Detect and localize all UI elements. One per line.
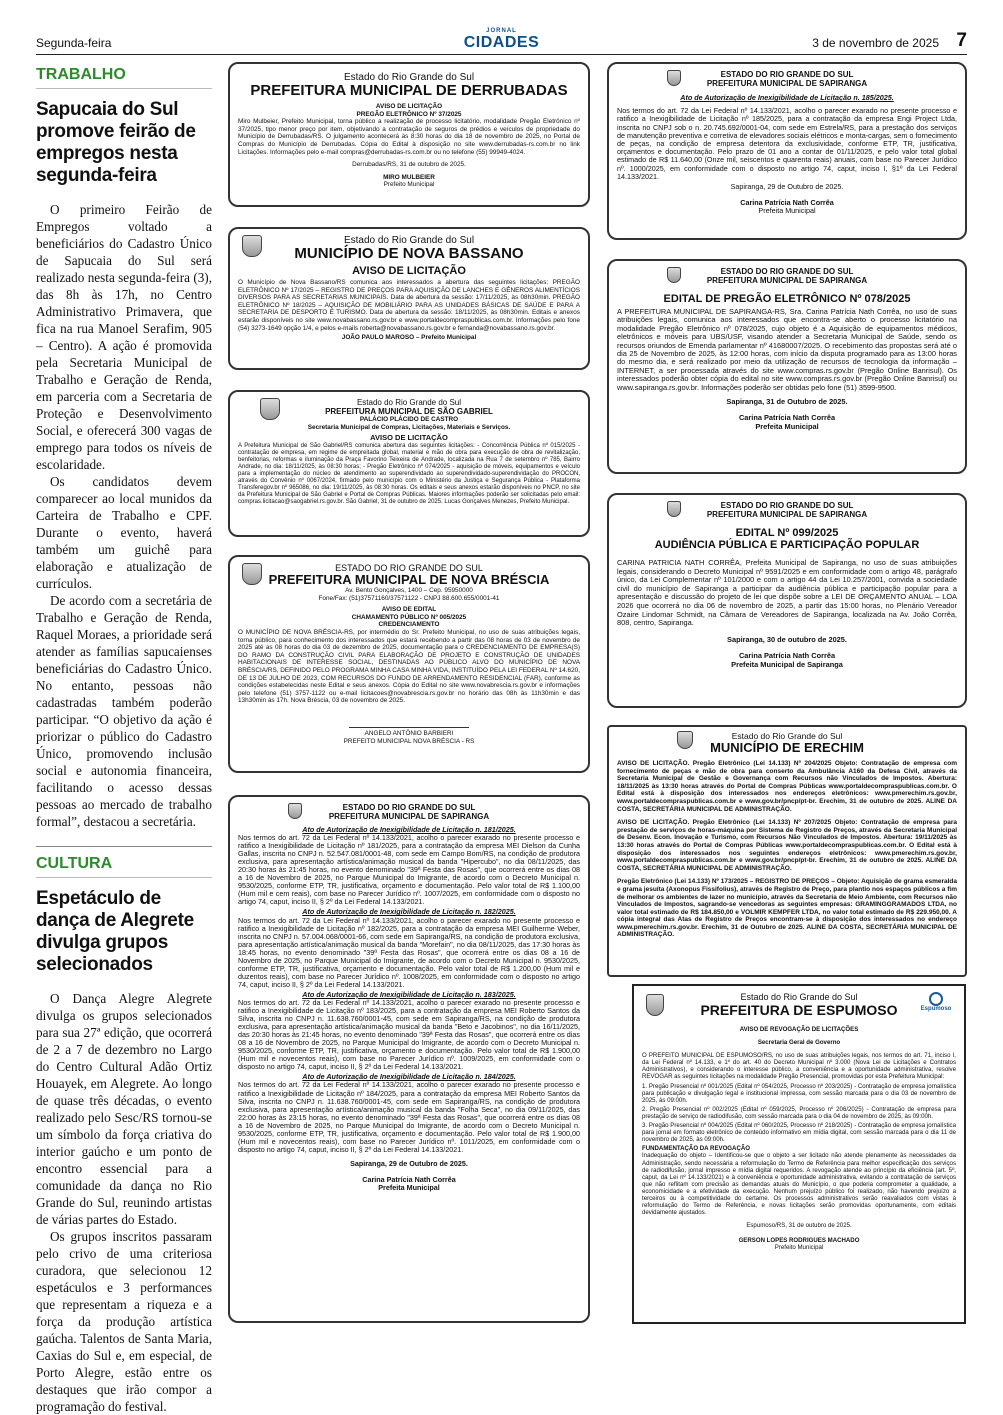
article1-kicker: TRABALHO: [36, 66, 126, 83]
ad-title: PREFEITURA MUNICIPAL DE SAPIRANGA: [706, 79, 868, 88]
ad-item-heading: Ato de Autorização de Inexigibilidade de Licitação n. 181/2025.: [302, 825, 516, 834]
ad-title: PREFEITURA MUNICIPAL DE SAPIRANGA: [706, 276, 868, 285]
ad-state: Estado do Rio Grande do Sul: [343, 72, 475, 83]
ad-signer: JOÃO PAULO MAROSO – Prefeito Municipal: [341, 334, 477, 342]
left-column: [36, 66, 212, 1415]
ad-item-heading: Ato de Autorização de Inexigibilidade de Licitação n. 184/2025.: [302, 1072, 516, 1082]
header-day: Segunda-feira: [36, 36, 112, 50]
ad-date: Espumoso/RS, 31 de outubro de 2025.: [746, 1222, 852, 1230]
ad-subtitle: CREDENCIAMENTO: [378, 621, 440, 629]
ad-signer: Carina Patrícia Nath Corrêa: [738, 413, 836, 423]
page-number: 7: [956, 30, 967, 51]
ad-signer: Carina Patrícia Nath Corrêa: [740, 198, 834, 208]
ad-title: PREFEITURA MUNICIPAL DE SAPIRANGA: [328, 812, 490, 821]
ad-role: Prefeita Municipal: [755, 421, 819, 431]
ad-state: ESTADO DO RIO GRANDE DO SUL: [720, 267, 854, 276]
ad-subtitle: AVISO DE LICITAÇÃO: [370, 433, 448, 443]
ad-secretary: Secretaria Geral de Governo: [757, 1039, 841, 1047]
ad-subtitle: PREGÃO ELETRÔNICO Nº 37/2025: [356, 110, 462, 118]
ad-signer: Carina Patrícia Nath Corrêa: [362, 1174, 456, 1184]
ad-date: Derrubadas/RS, 31 de outubro de 2025.: [352, 161, 466, 169]
coat-of-arms-icon: [242, 563, 262, 585]
ad-title: MUNICÍPIO DE NOVA BASSANO: [294, 245, 524, 262]
coat-of-arms-icon: [667, 501, 681, 517]
signature-line: [349, 715, 469, 728]
ad-item: 1. Pregão Presencial nº 001/2025 (Edital nº 054/2025, Processo nº 203/2025) - Contratação de empresa jornalística para publicação e divulgação legal e institucional impressa, com sessão marcada para o dia 03 de novembro de 2025, às 09:00h.: [642, 1082, 956, 1104]
article1-body: [36, 201, 212, 830]
espumoso-logo-icon: [929, 992, 943, 1006]
ad-title: PREFEITURA DE ESPUMOSO: [700, 1002, 898, 1018]
ad-item-heading: Ato de Autorização de Inexigibilidade de Licitação n. 183/2025.: [302, 989, 516, 999]
ad-nova-brescia: [228, 555, 590, 773]
ad-phone: Fone/Fax: (51)37571160/37571122 - CNPJ 88.600.655/0001-41: [318, 594, 500, 602]
ad-signer: GERSON LOPES RODRIGUES MACHADO: [738, 1237, 860, 1245]
page-header: [36, 28, 967, 55]
article1-paragraph: Os candidatos devem comparecer ao local munidos da Carteira de Trabalho e CPF. Durante o evento, haverá também um guichê para elaboração e atualização de currículos.: [36, 474, 212, 591]
header-date: 3 de novembro de 2025: [812, 36, 939, 50]
ad-state: Estado do Rio Grande do Sul: [740, 992, 858, 1002]
ad-item-text: Nos termos do art. 72 da Lei Federal nº 14.133/2021, acolho o parecer exarado no presente processo e ratifico a Inexigibilidade de Licitação nº 184/2025, para a contratação da empresa MEI Roberto Santos da Silva, inscrita no CNPJ n. 11.638.760/0001-45, com sede em Sapiranga/RS, na condição de produtora exclusiva, para apresentação artística/animação musical da banda "Folha Seca", no dia 09/11/2025, das 22:00 horas às 23:15 horas, no evento denominado "39ª Festa das Rosas", que ocorrerá entre os dias 08 a 16 de Novembro de 2025, no Parque Municipal do Imigrante, de acordo com o Decreto Municipal n. 9530/2025, conforme ETP, TR, justificativa, orçamento e documentação. Pelo valor total de R$ 1.900,00 (Hum mil e novecentos reais), com base no Parecer Jurídico nº. 1011/2025, em conformidade com o disposto no artigo 74, caput, inciso II, § 2º da Lei Federal 14.133/2021.: [238, 1080, 580, 1154]
ad-sao-gabriel: [228, 390, 590, 537]
coat-of-arms-icon: [677, 731, 693, 749]
coat-of-arms-icon: [667, 267, 681, 283]
ad-sapiranga-audiencia: [607, 493, 967, 708]
coat-of-arms-icon: [288, 803, 302, 819]
article2-body: [36, 990, 212, 1415]
ad-text: Pregão Eletrônico (Lei 14.133) Nº 173/2025 – REGISTRO DE PREÇOS – Objeto: Aquisição de grama esmeralda e grama jesuíta (Axonopus Fissifolius), através de Registro de Preço, para plantio nos espaços públicos a fim de melhorar os ambientes de lazer no município, através da Secretaria de Meio Ambiente, com Recursos não Vinculados de Impostos, sagrando-se vencedoras as seguintes empresas: GRAMINGGRAMADOS LTDA, no valor total estimado de R$ 184.850,00 e VOLMIR KEMPFER LTDA, no valor total estimado de R$ 229.950,00. A cópia integral das Atas de Registro de Preços encontram-se à disposição dos interessados no endereço www.pmerechim.rs.gov.br. Erechim, 31 de Outubro de 2025. ALINE DA COSTA, SECRETÁRIA MUNICIPAL DE ADMINISTRAÇÃO.: [617, 878, 957, 939]
ad-erechim: [607, 725, 967, 977]
ad-state: ESTADO DO RIO GRANDE DO SUL: [342, 803, 476, 812]
section-name: CIDADES: [463, 34, 540, 51]
ad-date: Sapiranga, 31 de Outubro de 2025.: [726, 397, 848, 407]
article2-kicker: CULTURA: [36, 855, 113, 872]
ad-text: Miro Mulbeier, Prefeito Municipal, torna público a realização de processo licitatório, modalidade Pregão Eletrônico nº 37/2025, tipo menor preço por item, objetivando a contratação de seguros de prédios e veículos de propriedade do Município de Derrubadas/RS. O julgamento acontecerá às 8:30 horas do dia 18 de novembro de 2025, no Portal de Compras do Município de Derrubadas. Cópia do Edital à disposição no site www.derrubadas-rs.com.br no link Licitações. Informações pelo e-mail compras@derrubadas-rs.com.br ou no telefone (55) 99949-4024.: [238, 118, 580, 156]
ad-sapiranga-185: [607, 62, 967, 240]
ad-state: Estado do Rio Grande do Sul: [731, 731, 843, 741]
ad-text: AVISO DE LICITAÇÃO. Pregão Eletrônico (Lei 14.133) Nº 207/2025 Objeto: Contratação de empresa para prestação de serviços de horas-máquina por Sistema de Registro de Preços, através da Secretaria Municipal de Desenv. Econ. Inovação e Turismo, com Recursos Não Vinculados de Impostos. Abertura: 19/11/2025 às 13:30 horas através do Portal de Compras Públicas www.portaldecompraspublicas.com.br. O Edital está à disposição dos interessados nos seguintes endereços eletrônicos: www.pmerechim.rs.gov.br, www.portaldecompraspublicas.com.br e www.gov.br/pncp/pt-br. Erechim, 31 de outubro de 2025. ALINE DA COSTA, SECRETÁRIA MUNICIPAL DE ADMINISTRAÇÃO.: [617, 819, 957, 872]
ad-title: PREFEITURA MUNICIPAL DE NOVA BRÉSCIA: [268, 572, 550, 587]
ad-signer: ANGELO ANTÔNIO BARBIERI: [364, 729, 454, 737]
ad-espumoso: [632, 984, 966, 1324]
article2-paragraph: O Dança Alegre Alegrete divulga os grupos selecionados para sua 27ª edição, que ocorrerá de 2 a 7 de dezembro no Largo do Centro Cultural Adão Ortiz Houayek, em Alegrete. Ao longo de quase três décadas, o evento realizado pelo Sesc/RS tornou-se um símbolo da força criativa do interior gaúcho e um ponto de encontro essencial para a comunidade da dança no Rio Grande do Sul, reunindo artistas de várias partes do Estado.: [36, 991, 212, 1227]
ad-title: MUNICÍPIO DE ERECHIM: [710, 740, 864, 755]
section-small: JORNAL: [486, 28, 517, 34]
coat-of-arms-icon: [646, 994, 664, 1016]
ad-text: A Prefeitura Municipal de São Gabriel/RS comunica abertura das seguintes licitações: - Concorrência Pública nº 015/2025 - contratação de empresa, em regime de empreitada global, material e mão de obra para execução de obra de revitalização, benfeitorias, reformas e iluminação da Praça Favorino Teixeira de Andrade, localizada na Rua 7 de setembro nº 785, Bairro Andrade, no dia: 18/11/2025, às 08:30 horas; - Pregão Eletrônico nº 074/2025 - aquisição de móveis, equipamentos e veículo para a implementação do núcleo de atendimento ao superendividado ao superendividado-superendividação do PROCON, através do Convênio nº 0067/2024, firmado pelo município com o Ministério da Justiça e Segurança Pública - Plataforma Transferegov.br nº 965086, no dia: 19/11/2025, às 08:30 horas. Os editais e seus anexos estarão disponíveis no PNCP, no site da Prefeitura Municipal de São Gabriel e Portal de Compras Públicas. Maiores informações poderão ser solicitadas pelo email: compras.licitacao@saogabriel.rs.gov.br. São Gabriel, 31 de outubro de 2025. Lucas Gonçalves Menezes, Prefeito Municipal.: [238, 442, 580, 505]
ad-signer: Carina Patrícia Nath Corrêa: [738, 651, 836, 661]
ad-item-heading: Ato de Autorização de Inexigibilidade de Licitação n. 185/2025.: [680, 93, 894, 102]
coat-of-arms-icon: [260, 398, 280, 420]
ad-text: O PREFEITO MUNICIPAL DE ESPUMOSO/RS, no uso de suas atribuições legais, nos termos do art. 71, inciso I, da Lei Federal nº 14.133, e 1º do art. 40 do Decreto Municipal nº 3.000 (Nova Lei de Licitações e Contratos Administrativos), e considerando o interesse público, a conveniência e a oportunidade administrativa, resolve REVOGAR as seguintes licitações na modalidade Pregão Presencial, promovidas por esta Prefeitura Municipal:: [642, 1052, 956, 1081]
ad-item-text: Nos termos do art. 72 da Lei Federal nº 14.133/2021, acolho o parecer exarado no presente processo e ratifico a Inexigibilidade de Licitação nº 182/2025, para a contratação da empresa MEI Guilherme Weber, inscrita no CNPJ n. 57.004.068/0001-66, com sede em Sapiranga/RS, na condição de produtora exclusiva, para apresentação artística/animação musical da banda "Morefain", no dia 08/11/2025, das 17:30 horas às 18:45 horas, no evento denominado "39ª Festa das Rosas", que ocorrerá entre os dias 08 a 16 de Novembro de 2025, no Parque Municipal do Imigrante, de acordo com o Decreto Municipal n. 9530/2025, conforme ETP, TR, justificativa, orçamento e documentação. Pelo valor total de R$ 1.200,00 (Hum mil e duzentos reais), com base no Parecer Jurídico nº. 1008/2025, em conformidade com o disposto no artigo 74, caput, inciso II, § 2º da Lei Federal 14.133/2021.: [238, 915, 580, 989]
ad-subtitle: AVISO DE EDITAL: [381, 606, 437, 614]
ad-section-heading: FUNDAMENTAÇÃO DA REVOGAÇÃO: [642, 1145, 750, 1153]
ad-state: ESTADO DO RIO GRANDE DO SUL: [720, 501, 854, 510]
ad-state: ESTADO DO RIO GRANDE DO SUL: [335, 563, 483, 573]
ad-subtitle: EDITAL DE PREGÃO ELETRÔNICO Nº 078/2025: [663, 293, 911, 305]
ad-sapiranga-inexigibilidade: [228, 795, 590, 1323]
ad-role: Prefeita Municipal de Sapiranga: [731, 659, 843, 669]
ad-text: AVISO DE LICITAÇÃO. Pregão Eletrônico (Lei 14.133) Nº 204/2025 Objeto: Contratação de empresa com fornecimento de peças e mão de obra para conserto da Ambulância A160 da Defesa Civil, através da Secretaria Municipal de Gestão e Governança com Recursos não Vinculados de Impostos. Abertura: 18/11/2025 às 13:30 horas através do Portal de Compras Públicas www.portaldecompraspublicas.com.br. O Edital está à disposição dos interessados nos endereços eletrônicos: www.pmerechim.rs.gov.br, www.portaldecompraspublicas.com.br e www.gov.br/pncp/pt-br. Erechim, 31 de outubro de 2025. ALINE DA COSTA, SECRETÁRIA MUNICIPAL DE ADMINISTRAÇÃO.: [617, 760, 957, 813]
ad-text: O Município de Nova Bassano/RS comunica aos interessados a abertura das seguintes licitações: PREGÃO ELETRÔNICO Nº 17/2025 – REGISTRO DE PREÇOS PARA AQUISIÇÃO DE LANCHES E GÊNEROS ALIMENTÍCIOS DIVERSOS PARA AS SECRETARIAS MUNICIPAIS. Data de abertura da sessão: 17/11/2025, às 08h30min. PREGÃO ELETRÔNICO Nº 18/2025 – AQUISIÇÃO DE MOBILIÁRIO PARA AS UNIDADES BÁSICAS DE SAÚDE E PARA A SECRETARIA DE DESPORTO E TURISMO. Data de abertura da sessão: 18/11/2025, às 08h30min. Editais e anexos estarão disponíveis no site www.novabassano.rs.gov.br e www.portaldecompraspublicas.com.br. Informações pelo fone (54) 3273-1649 opção 1/4, e pelos e-mails roberta@novabassano.rs.gov.br e fernanda@novabassano.rs.gov.br.: [238, 279, 580, 332]
ad-role: Prefeito Municipal: [774, 1244, 824, 1252]
ad-state: ESTADO DO RIO GRANDE DO SUL: [720, 70, 854, 79]
ad-secretary: Secretaria Municipal de Compras, Licitações, Materiais e Serviços.: [307, 423, 511, 431]
ad-subtitle: AVISO DE LICITAÇÃO: [375, 103, 443, 110]
ad-state: Estado do Rio Grande do Sul: [343, 235, 475, 246]
ad-subtitle: CHAMAMENTO PÚBLICO Nº 005/2025: [351, 613, 467, 621]
ad-item: 3. Pregão Presencial nº 004/2025 (Edital nº 060/2025, Processo nº 218/2025) - Contratação de empresa jornalística para jornal em formato eletrônico de conteúdo informativo em mídia digital, com sessão marcada para o dia 11 de novembro de 2025, às 09:00h.: [642, 1122, 956, 1144]
ad-subtitle: AUDIÊNCIA PÚBLICA E PARTICIPAÇÃO POPULAR: [654, 539, 920, 551]
espumoso-logo: [916, 992, 956, 1013]
ad-item: 2. Pregão Presencial nº 002/2025 (Edital nº 059/2025, Processo nº 206/2025) - Contratação de empresa para prestação de serviço de radiodifusão, com sessão marcada para o dia 04 de novembro de 2025, às 09:00h.: [642, 1105, 956, 1120]
ad-state: Estado do Rio Grande do Sul: [356, 398, 462, 407]
ad-role: Prefeita Municipal: [378, 1182, 440, 1192]
ad-date: Sapiranga, 29 de Outubro de 2025.: [730, 182, 844, 192]
ad-palace: PALÁCIO PLÁCIDO DE CASTRO: [359, 416, 459, 423]
ad-subtitle: AVISO DE LICITAÇÃO: [352, 265, 466, 277]
ad-text: CARINA PATRICIA NATH CORRÊA, Prefeita Municipal de Sapiranga, no uso de suas atribuições legais, considerando o Decreto Municipal nº 9591/2025 e em conformidade com o artigo 48, parágrafo único, da Lei Complementar nº 101/2000 e com o artigo 44 da Lei 10.257/2001, convida a sociedade civil do município de Sapiranga a participar da audiência pública e participação popular para a apresentação e discussão do projeto de lei que dispõe sobre a LEI DE ORÇAMENTO ANUAL – LOA 2026 que ocorrerá no dia 06 de novembro de 2025, a partir das 15:00 horas, no Plenário Vereador Ozaire Lindomar Schmidt, na Câmara de Vereadores de Sapiranga, localizada na Av. João Corrêa, 808, centro, Sapiranga.: [617, 558, 957, 628]
ad-derrubadas: [228, 62, 590, 207]
ad-title: PREFEITURA MUNICIPAL DE DERRUBADAS: [250, 82, 568, 99]
ad-title: PREFEITURA MUNICIPAL DE SAPIRANGA: [706, 510, 868, 519]
section-title: [464, 28, 540, 52]
ad-item-text: Nos termos do art. 72 da Lei Federal nº 14.133/2021, acolho o parecer exarado no presente processo e ratifico a Inexigibilidade de Licitação nº 181/2025, para a contratação da empresa MEI Dielson da Cunha Gallas, inscrita no CNPJ n. 52.547.081/0001-48, com sede em Campo Bom/RS, na condição de produtora exclusiva, para apresentação artística/animação musical da banda "Hipercubo", no dia 08/11/2025, das 20:30 horas às 21:45 horas, no evento denominado "39ª Festa das Rosas", que ocorrerá entre os dias 08 a 16 de Novembro de 2025, no Parque Municipal do Imigrante, de acordo com o Decreto Municipal n. 9530/2025, conforme ETP, TR, justificativa, orçamento e documentação. Pelo valor total de R$ 1.100,00 (Hum mil e cem reais), com base no Parecer Jurídico nº. 1007/2025, em conformidade com o disposto no artigo 74, caput, inciso II, § 2º da Lei Federal 14.133/2021.: [238, 833, 580, 907]
coat-of-arms-icon: [667, 70, 681, 86]
article2-headline: Espetáculo de dança de Alegrete divulga grupos selecionados: [36, 888, 194, 975]
ad-role: Prefeita Municipal: [758, 206, 816, 216]
article1-paragraph: O primeiro Feirão de Empregos voltado a beneficiários do Cadastro Único de Sapucaia do Sul será realizado nesta segunda-feira (3), das 8h às 17h, no Centro Administrativo Primavera, que fica na rua Manoel Serafim, 905 – Centro). A ação é promovida pela Secretaria Municipal de Trabalho e Geração de Renda, em parceria com a Secretaria de Proteção e Desenvolvimento Social, e oferecerá 300 vagas de emprego para todos os níveis de escolaridade.: [36, 202, 212, 472]
ad-text: Nos termos do art. 72 da Lei Federal nº 14.133/2021, acolho o parecer exarado no presente processo e ratifico a Inexigibilidade de Licitação nº 185/2025, para a contratação da empresa Engi Project Ltda, inscrita no CNPJ sob o n. 20.745.692/0001-04, com sede em Estrela/RS, para a prestação dos serviços de manutenção preventiva e corretiva de elevadores sociais elétricos e monta-cargas, sem o fornecimento de peças, na condição de empresa detentora da exclusividade, conforme ETP, TR, justificativa, orçamentos e documentação. Pelo prazo de 01 ano a contar de 01/11/2025, e pelo valor total global estimado de R$ 11.640,00 (Onze mil, seiscentos e quarenta reais) anuais, com base no Parecer Jurídico nº. 1000/2025, em conformidade com o disposto no artigo 74, caput, inciso I, §1º da Lei Federal 14.133/2021.: [617, 106, 957, 181]
ad-text: A PREFEITURA MUNICIPAL DE SAPIRANGA-RS, Sra. Carina Patrícia Nath Corrêa, no uso de suas atribuições legais, comunica aos interessados que encontra-se aberto o processo licitatório na modalidade Pregão Eletrônico nº 078/2025, cujo objeto é a Aquisição de equipamentos médicos, eletrônicos e móveis para UBS/USF, visando atender a Secretaria Municipal de Saúde, sendo os recursos oriundos de Emenda parlamentar nº 41680007/2025. O recebimento das propostas será até o dia 25 de Novembro de 2025, às 12:00 horas, com início da disputa programado para as 13:00 horas do mesmo dia, e será realizado por meio da utilização de recursos de tecnologia da informação – INTERNET, a ser processada através do site www.compras.rs.gov.br (Pregão Online Banrisul). Os interessados poderão obter cópia do edital no site www.compras.rs.gov.br (Pregão Online Banrisul) ou www.sapiranga.rs.gov.br. Informações poderão ser obtidas pelo fone (51) 3599-9500.: [617, 307, 957, 392]
article1-paragraph: De acordo com a secretária de Trabalho e Geração de Renda, Raquel Moraes, a prioridade será atender as famílias sapucaienses beneficiárias do Cadastro Único. No entanto, pessoas não cadastradas também poderão participar. “O objetivo da ação é priorizar o público do Cadastro Único, promovendo inclusão social e autonomia financeira, facilitando o acesso dessas pessoas ao mercado de trabalho formal”, destacou a secretária.: [36, 593, 212, 829]
ad-role: PREFEITO MUNICIPAL NOVA BRÉSCIA - RS: [343, 737, 475, 745]
article1-headline: Sapucaia do Sul promove feirão de empregos nesta segunda-feira: [36, 99, 196, 186]
ad-address: Av. Bento Gonçalves, 1400 – Cep. 95950000: [345, 587, 473, 594]
ad-signer: MIRO MULBEIER: [383, 173, 435, 181]
ad-date: Sapiranga, 29 de Outubro de 2025.: [350, 1158, 468, 1168]
ad-date: Sapiranga, 30 de outubro de 2025.: [727, 634, 847, 644]
coat-of-arms-icon: [242, 235, 262, 257]
ad-sapiranga-pregao-078: [607, 259, 967, 474]
ad-item-text: Nos termos do art. 72 da Lei Federal nº 14.133/2021, acolho o parecer exarado no presente processo e ratifico a Inexigibilidade de Licitação nº 183/2025, para a contratação da empresa MEI Roberto Santos da Silva, inscrita no CNPJ n. 11.638.760/0001-45, com sede em Sapiranga/RS, na condição de produtora exclusiva, para apresentação artística/animação musical da banda "Beto e Jacobinos", no dia 16/11/2025, das 20:30 horas às 21:45 horas, no evento denominado "39ª Festa das Rosas", que ocorrerá entre os dias 08 a 16 de Novembro de 2025, no Parque Municipal do Imigrante, de acordo com o Decreto Municipal n. 9530/2025, conforme ETP, TR, justificativa, orçamento e documentação. Pelo valor total de R$ 1.900,00 (Hum mil e novecentos reais), com base no Parecer Jurídico nº. 1009/2025, em conformidade com o disposto no artigo 74, caput, inciso II, § 2º da Lei Federal 14.133/2021.: [238, 997, 580, 1072]
ad-text: Inadequação do objeto – Identificou-se que o objeto a ser licitado não atende plenamente às necessidades da Administração, sendo necessária a reformulação do Termo de Referência para melhor especificação dos serviços de radiodifusão, jornal impresso e mídia digital requeridos. A revogação atende ao princípio da eficiência (art. 5º, caput, da Lei nº 14.133/2021) e à conveniência e oportunidade administrativa, evitando a contratação de serviços que não reflitam com precisão as demandas atuais do Município, o que poderia comprometer a qualidade, a economicidade e a efetividade da execução. Nenhum prejuízo público foi realizado, não havendo prejuízo a terceiros ou à competitividade do certame. Os processos administrativos serão reavaliados com vistas à reformulação do Termo de Referência, e novas licitações serão promovidas oportunamente, com editais devidamente ajustados.: [642, 1152, 956, 1217]
ad-role: Prefeito Municipal: [383, 181, 435, 189]
ad-text: O MUNICÍPIO DE NOVA BRÉSCIA-RS, por intermédio do Sr. Prefeito Municipal, no uso de suas atribuições legais, torna público, para conhecimento dos interessados que estará recebendo a partir das 08 horas de 03 de novembro de 2025 até as 08 horas do dia 03 de dezembro de 2025, documentação para o CREDENCIAMENTO DE EMPRESA(S) DO RAMO DA CONSTRUÇÃO CIVIL PARA ELABORAÇÃO DE PROJETO E CONSTRUÇÃO DE UNIDADES HABITACIONAIS DE INTERESSE SOCIAL, DESTINADAS AO PÚBLICO ALVO DO MUNICÍPIO DE NOVA BRÉSCIA/RS, DEFINIDO PELO PROGRAMA MINHA CASA MINHA VIDA, INSTITUÍDO PELA LEI FEDERAL Nº 14.620, DE 13 DE JULHO DE 2023, COM RECURSOS DO FUNDO DE ARRENDAMENTO RESIDENCIAL (FAR), conforme as condições estabelecidas neste Edital e seus anexos. Cópia do Edital no site www.novabrescia.rs.gov.br e informações pelo telefone (51) 3757-1122 ou e-mail licitacoes@novabrescia.rs.gov.br no horário das 08h às 11h30min e das 13h30min às 17h. Nova Bréscia, 03 de novembro de 2025.: [238, 628, 580, 705]
article2-paragraph: Os grupos inscritos passaram pelo crivo de uma criteriosa curadora, que selecionou 12 espetáculos e 3 performances que representam a riqueza e a força da produção artística gaúcha. Talentos de Santa Maria, Caxias do Sul e, em especial, de Porto Alegre, estão entre os destaques que irão compor a programação do festival.: [36, 1229, 212, 1414]
ad-title: PREFEITURA MUNICIPAL DE SÃO GABRIEL: [325, 407, 493, 416]
espumoso-logo-text: Espumoso: [920, 1006, 952, 1012]
ad-subtitle: EDITAL Nº 099/2025: [735, 527, 839, 539]
ad-nova-bassano: [228, 227, 590, 370]
ad-item-heading: Ato de Autorização de Inexigibilidade de Licitação n. 182/2025.: [302, 907, 516, 917]
ad-subtitle: AVISO DE REVOGAÇÃO DE LICITAÇÕES: [739, 1026, 859, 1033]
